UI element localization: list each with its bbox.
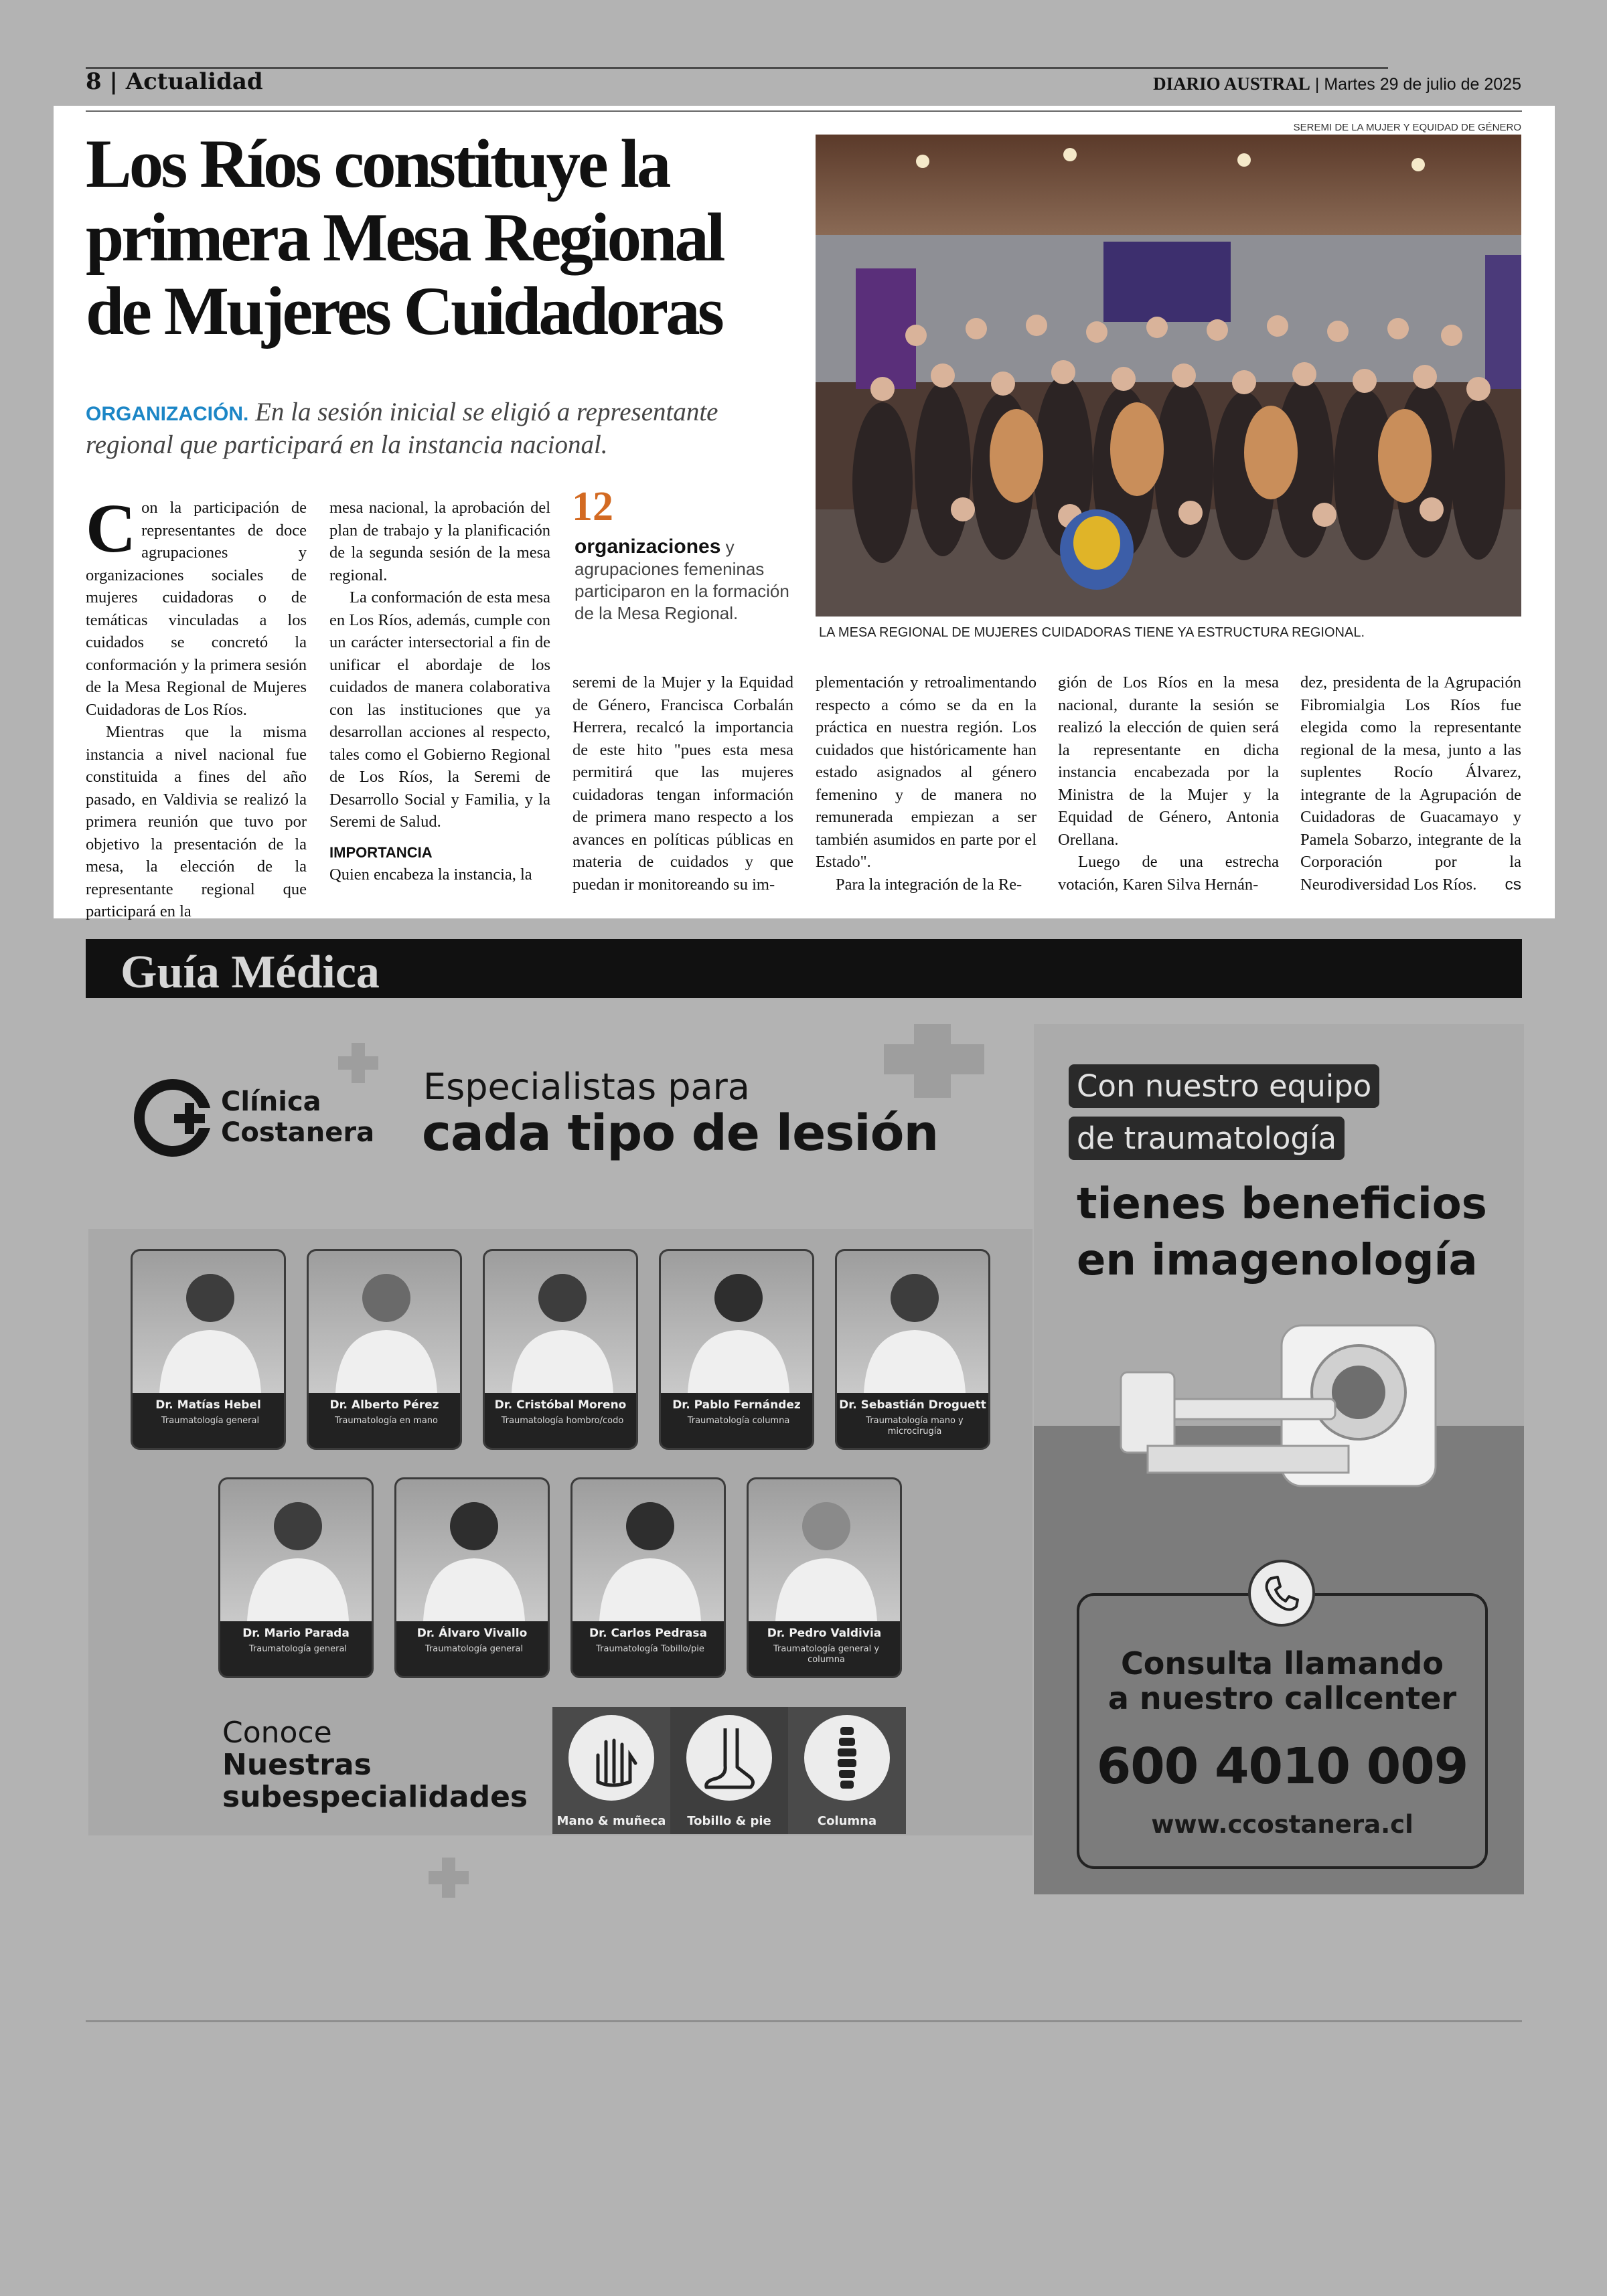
photo-caption: LA MESA REGIONAL DE MUJERES CUIDADORAS TIENE YA ESTRUCTURA REGIONAL.: [819, 625, 1365, 640]
doctor-card: [483, 1249, 638, 1450]
doctor-photo: [485, 1251, 636, 1393]
doctor-card: [659, 1249, 814, 1450]
doctor-specialty: Traumatología en mano: [335, 1416, 438, 1426]
doctor-photo: [133, 1251, 284, 1393]
article-column-1: [86, 490, 307, 923]
doctor-specialty: Traumatología general y columna: [773, 1644, 880, 1665]
article-column-3: [572, 671, 793, 896]
doctor-photo: [396, 1479, 548, 1621]
phone-icon: [1248, 1560, 1315, 1627]
article-paragraph: [1300, 671, 1521, 896]
article-column-6: [1300, 671, 1521, 896]
doctor-name: Dr. Pablo Fernández: [672, 1398, 801, 1412]
doctor-photo: [220, 1479, 372, 1621]
doctor-specialty: Traumatología mano y microcirugía: [866, 1416, 964, 1437]
plus-decor-icon: [338, 1043, 378, 1083]
doctor-photo: [572, 1479, 724, 1621]
doctor-name: Dr. Sebastián Droguett: [839, 1398, 986, 1412]
group-photo-illustration: [816, 135, 1521, 617]
doctor-specialty: Traumatología general: [248, 1644, 348, 1654]
doctor-silhouette-icon: [485, 1251, 638, 1393]
conoce-line-2: Nuestras: [222, 1748, 372, 1782]
doctor-photo: [837, 1251, 988, 1393]
subspecialty-hand: [552, 1707, 670, 1834]
article-paragraph-text: on la participación de representantes de doce agrupaciones y organizaciones sociales de mujeres cuidadoras o de temáticas vinculadas a los cuidados se concretó la conformación y la primera sesión de la Mesa Regional de Mujeres Cuidadoras de Los Ríos.: [86, 499, 307, 719]
article-paragraph: Luego de una estrecha votación, Karen Silva Hernán-: [1058, 853, 1279, 894]
callcenter-phone[interactable]: 600 4010 009: [1096, 1738, 1468, 1795]
doctor-card: [218, 1477, 374, 1678]
masthead-info: DIARIO AUSTRAL | Martes 29 de julio de 2025: [1153, 74, 1521, 94]
doctor-card: [307, 1249, 462, 1450]
ad-benefits-text: [1077, 1176, 1487, 1289]
subspecialties-heading: [222, 1717, 528, 1813]
article-paragraph: Mientras que la misma instancia a nivel nacional fue constituida a fines del año pasado, en Valdivia se realizó la primera reunión que tuvo por objetivo la presentación de la mesa, la elección de la representante regional que participará en la: [86, 723, 307, 920]
clinica-logo-icon: [133, 1078, 213, 1158]
clinic-website[interactable]: www.ccostanera.cl: [1151, 1810, 1413, 1839]
subspecialty-label: Mano & muñeca: [556, 1814, 666, 1828]
photo-credit: SEREMI DE LA MUJER Y EQUIDAD DE GÉNERO: [1293, 122, 1521, 133]
doctor-name: Dr. Cristóbal Moreno: [494, 1398, 627, 1412]
ct-scanner-icon: [1107, 1312, 1482, 1513]
article-headline: Los Ríos constituye la primera Mesa Regional de Mujeres Cuidadoras: [86, 126, 723, 349]
plus-decor-icon: [884, 1024, 984, 1098]
doctor-name: Dr. Álvaro Vivallo: [416, 1627, 528, 1640]
doctor-specialty: Traumatología general: [425, 1644, 524, 1654]
article-subhead: IMPORTANCIA: [329, 843, 433, 861]
bottom-rule: [86, 2020, 1522, 2022]
stat-bold: organizaciones: [575, 536, 721, 558]
callcenter-box: [1077, 1593, 1488, 1869]
consulta-line-1: Consulta llamando: [1121, 1645, 1444, 1682]
doctor-specialty: Traumatología general: [161, 1416, 260, 1426]
hand-icon: [568, 1715, 654, 1801]
benefit-line-2: en imagenología: [1077, 1236, 1478, 1285]
doctor-name: Dr. Mario Parada: [242, 1627, 350, 1640]
ad-tagline-2: cada tipo de lesión: [422, 1104, 939, 1162]
benefit-line-1: tienes beneficios: [1077, 1179, 1487, 1229]
article-paragraph: La conformación de esta mesa en Los Ríos, además, cumple con un carácter intersectorial a fin de unificar el abordaje de los cuidados de manera colaborativa con las instituciones que ya desarrollan acciones al respecto, tales como el Gobierno Regional de Los Ríos, la Seremi de Desarrollo Social y Familia, y la Seremi de Salud.: [329, 588, 550, 831]
doctor-silhouette-icon: [572, 1479, 726, 1621]
doctor-photo: [749, 1479, 900, 1621]
ad-pill-1: Con nuestro equipo: [1069, 1064, 1379, 1108]
article-column-4: [816, 671, 1037, 896]
article-column-2: [329, 497, 550, 886]
guia-medica-title: Guía Médica: [121, 947, 380, 998]
doctor-name: Dr. Carlos Pedrasa: [589, 1627, 707, 1640]
doctor-silhouette-icon: [749, 1479, 902, 1621]
article-lead-text: En la sesión inicial se eligió a representante regional que participará en la instancia nacional.: [86, 398, 718, 459]
clinica-brand: [221, 1086, 374, 1148]
subspecialty-spine: [788, 1707, 906, 1834]
doctor-card: [394, 1477, 550, 1678]
article-paragraph: seremi de la Mujer y la Equidad de Género, Francisca Corbalán Herrera, recalcó la importancia de este hito "pues esta mesa permitirá que las mujeres cuidadoras tengan información de primera mano respecto a los avances en políticas públicas en materia de cuidados y que puedan ir monitoreando su im-: [572, 673, 793, 894]
doctor-name: Dr. Matías Hebel: [155, 1398, 261, 1412]
article-paragraph: [86, 490, 307, 721]
article-paragraph: gión de Los Ríos en la mesa nacional, durante la sesión se realizó la elección de quien será la representante en dicha instancia encabezada por la Ministra de la Mujer y la Equidad de Género, Antonia Orellana.: [1058, 673, 1279, 849]
stat-number: 12: [572, 484, 613, 529]
article-paragraph: Para la integración de la Re-: [836, 875, 1022, 894]
brand-line-2: Costanera: [221, 1117, 375, 1148]
article-lead: [86, 397, 795, 461]
doctor-card: [131, 1249, 286, 1450]
subspecialty-label: Tobillo & pie: [687, 1814, 771, 1828]
doctor-silhouette-icon: [396, 1479, 550, 1621]
page-number: 8: [86, 68, 102, 95]
drop-cap: C: [86, 490, 137, 567]
doctor-specialty: Traumatología Tobillo/pie: [596, 1644, 704, 1654]
callcenter-text: [1079, 1646, 1485, 1716]
doctor-specialty: Traumatología columna: [687, 1416, 790, 1426]
article-column-5: [1058, 671, 1279, 896]
doctor-card: [835, 1249, 990, 1450]
doctor-photo: [309, 1251, 460, 1393]
article-paragraph-text: dez, presidenta de la Agrupación Fibromialgia Los Ríos fue elegida como la representante regional de la mesa, junto a las suplentes Rocío Álvarez, integrante de la Agrupación de Cuidadoras de Guacamayo y Pamela Sobarzo, integrante de la Corporación por la Neurodiversidad Los Ríos.: [1300, 673, 1521, 894]
conoce-line-3: subespecialidades: [222, 1780, 528, 1814]
page-section-label: 8 | Actualidad: [86, 68, 263, 95]
conoce-line-1: Conoce: [222, 1716, 332, 1750]
paper-name: DIARIO AUSTRAL: [1153, 74, 1310, 94]
ad-imaging-panel: [1034, 1024, 1524, 1894]
subspecialty-foot: [670, 1707, 788, 1834]
article-paragraph: Quien encabeza la instancia, la: [329, 866, 532, 884]
doctor-name: Dr. Pedro Valdivia: [767, 1627, 882, 1640]
doctor-specialty: Traumatología hombro/codo: [501, 1416, 624, 1426]
doctor-silhouette-icon: [661, 1251, 814, 1393]
consulta-line-2: a nuestro callcenter: [1107, 1680, 1457, 1716]
issue-date: Martes 29 de julio de 2025: [1324, 75, 1521, 94]
ad-pill-2: de traumatología: [1069, 1117, 1345, 1160]
doctor-photo: [661, 1251, 812, 1393]
subspecialty-label: Columna: [817, 1814, 877, 1828]
stat-text: y agrupaciones femeninas participaron en la formación de la Mesa Regional.: [575, 537, 789, 623]
doctor-silhouette-icon: [837, 1251, 990, 1393]
brand-line-1: Clínica: [221, 1086, 321, 1117]
guia-medica-bar: [86, 939, 1522, 998]
doctor-card: [570, 1477, 726, 1678]
group-photo: [816, 135, 1521, 617]
article-paragraph: plementación y retroalimentando respecto a cómo se da en la práctica en nuestra región. Los cuidados que históricamente han estado asignados al género femenino y de manera no remunerada empiezan a ser también asumidos en parte por el Estado".: [816, 673, 1037, 871]
article-paragraph: mesa nacional, la aprobación del plan de trabajo y la planificación de la segunda sesión de la mesa regional.: [329, 499, 550, 584]
foot-icon: [686, 1715, 772, 1801]
doctor-name: Dr. Alberto Pérez: [329, 1398, 439, 1412]
ad-tagline-1: Especialistas para: [423, 1066, 750, 1108]
stat-description: [575, 536, 795, 625]
article-kicker: ORGANIZACIÓN.: [86, 403, 249, 425]
spine-icon: [804, 1715, 890, 1801]
article-rule: [86, 110, 1522, 112]
section-name: Actualidad: [125, 68, 263, 95]
plus-decor-icon: [429, 1858, 469, 1898]
doctor-silhouette-icon: [133, 1251, 286, 1393]
top-rule: [86, 67, 1388, 69]
doctor-card: [747, 1477, 902, 1678]
end-mark: cs: [1505, 875, 1521, 894]
doctor-silhouette-icon: [220, 1479, 374, 1621]
doctor-silhouette-icon: [309, 1251, 462, 1393]
